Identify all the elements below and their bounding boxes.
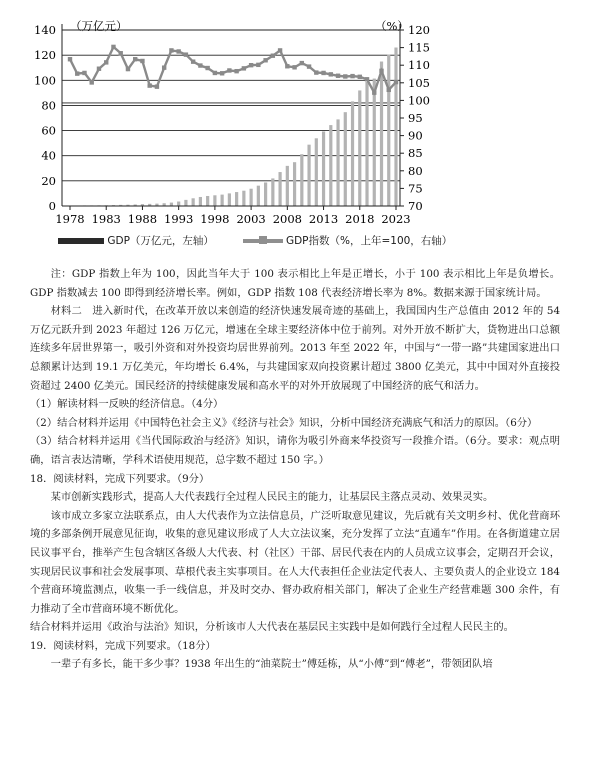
gdp-bar <box>235 192 238 206</box>
gdp-index-point <box>292 65 296 69</box>
left-tick-label: 60 <box>41 123 56 138</box>
gdp-index-point <box>176 49 180 53</box>
gdp-index-point <box>242 66 246 70</box>
axes <box>34 23 430 226</box>
gdp-index-point <box>350 74 354 78</box>
gdp-index-point <box>111 45 115 49</box>
gdp-bar <box>271 178 274 206</box>
gdp-index-point <box>263 58 267 62</box>
gdp-index-point <box>285 64 289 68</box>
gdp-bar <box>293 162 296 206</box>
gdp-index-point <box>336 74 340 78</box>
chart-note: 注：GDP 指数上年为 100，因此当年大于 100 表示相比上年是正增长，小于 100 表示相比上年是负增长。GDP 指数减去 100 即得到经济增长率。例如，GDP 指数 108 代表经济增长率为 8%。数据来源于国家统计局。 <box>30 268 560 299</box>
right-tick-label: 100 <box>408 93 430 108</box>
gdp-index-point <box>205 66 209 70</box>
gdp-index-point <box>169 48 173 52</box>
gdp-bar <box>315 138 318 206</box>
gdp-index-point <box>184 52 188 56</box>
gdp-bar <box>286 166 289 206</box>
gdp-index-point <box>75 71 79 75</box>
gdp-bar <box>257 186 260 206</box>
x-tick-label: 1983 <box>91 212 121 226</box>
left-tick-label: 140 <box>34 23 56 37</box>
gdp-bar <box>177 202 180 206</box>
gdp-bar <box>373 79 376 206</box>
gdp-index-point <box>365 77 369 81</box>
right-tick-label: 105 <box>408 75 430 90</box>
gdp-index-point <box>140 59 144 63</box>
gdp-index-point <box>82 71 86 75</box>
right-axis-unit: （%） <box>375 19 409 33</box>
heading-18: 18．阅读材料，完成下列要求。（9分） <box>30 472 210 485</box>
gdp-index-point <box>314 70 318 74</box>
x-tick-label: 2008 <box>272 212 302 226</box>
gdp-bar <box>228 193 231 206</box>
gdp-index-point <box>372 90 376 94</box>
gdp-index-point <box>379 69 383 73</box>
x-tick-label: 1978 <box>55 212 85 226</box>
gdp-bar <box>278 172 281 206</box>
left-tick-label: 120 <box>34 48 56 63</box>
gdp-index-point <box>343 74 347 78</box>
x-tick-label: 2003 <box>236 212 266 226</box>
gdp-index-point <box>394 80 398 84</box>
gdp-index-point <box>155 84 159 88</box>
gdp-index-point <box>191 59 195 63</box>
gdp-index-point <box>321 71 325 75</box>
right-tick-label: 120 <box>408 23 430 37</box>
heading-19: 19．阅读材料，完成下列要求。（18分） <box>30 639 216 652</box>
gdp-bar <box>199 197 202 206</box>
gdp-chart <box>0 0 590 262</box>
x-tick-label: 1988 <box>127 212 158 226</box>
gdp-bar <box>344 112 347 206</box>
question-2: （2）结合材料并运用《中国特色社会主义》《经济与社会》知识，分析中国经济充满底气和活力的原因。（6分） <box>30 416 538 429</box>
gdp-bar <box>380 62 383 206</box>
gdp-bar <box>322 131 325 206</box>
gdp-index-point <box>278 48 282 52</box>
gdp-bar <box>336 119 339 206</box>
right-tick-label: 75 <box>408 181 423 196</box>
material-18-body: 该市成立多家立法联系点，由人大代表作为立法信息员，广泛听取意见建议，先后就有关文明乡村、优化营商环境的多部条例开展意见征询，收集的意见建议形成了人大立法议案，充分发挥了立法“直通车”作用。在各街道建立居民议事平台，推举产生包含辖区各级人大代表、村（社区）干部、居民代表在内的人员成立议事会，定期召开会议，实现居民议事和社会发展事项、草根代表主实事项目。在人大代表担任企业法定代表人、主要负责人的企业设立 184 个营商环境监测点，收集一手一线信息，并及时交办、督办政府相关部门，解决了企业生产经营难题 300 余件，有力推动了全市营商环境不断优化。 <box>30 509 560 615</box>
gdp-index-point <box>227 68 231 72</box>
gdp-legend-label: GDP（万亿元，左轴） <box>107 235 214 247</box>
gdp-index-point <box>147 83 151 87</box>
index-legend-label: GDP指数（%，上年=100，右轴） <box>285 235 453 247</box>
gdp-index-point <box>126 67 130 71</box>
gdp-index-point <box>249 63 253 67</box>
right-tick-label: 80 <box>408 163 423 178</box>
gdp-bar <box>206 196 209 206</box>
material-18-intro: 某市创新实践形式，提高人大代表践行全过程人民民主的能力，让基层民主落点灵动、效果灵实。 <box>50 491 494 504</box>
x-tick-label: 1993 <box>164 212 194 226</box>
reference-lines <box>62 30 400 181</box>
gdp-bar <box>365 82 368 206</box>
gdp-index-point <box>162 65 166 69</box>
gdp-bar <box>307 145 310 206</box>
x-tick-label: 2013 <box>308 212 339 226</box>
gdp-index-point <box>387 88 391 92</box>
gdp-index-point <box>300 61 304 65</box>
gdp-bar <box>329 125 332 206</box>
index-legend-swatch <box>243 239 283 243</box>
gdp-bar <box>213 195 216 206</box>
gdp-index-point <box>213 71 217 75</box>
gdp-index-point <box>90 80 94 84</box>
gdp-index-point <box>104 60 108 64</box>
gdp-index-point <box>307 64 311 68</box>
gdp-bar <box>184 200 187 206</box>
x-tick-label: 2023 <box>381 212 411 226</box>
right-tick-label: 85 <box>408 146 423 161</box>
gdp-bar <box>264 182 267 206</box>
right-tick-label: 95 <box>408 111 423 125</box>
left-tick-label: 0 <box>48 199 56 213</box>
left-tick-label: 40 <box>41 148 56 163</box>
gdp-bar <box>242 191 245 206</box>
gdp-index-point <box>119 51 123 55</box>
question-18: 结合材料并运用《政治与法治》知识，分析该市人大代表在基层民主实践中是如何践行全过程人民民主的。 <box>30 621 514 634</box>
left-axis-unit: （万亿元） <box>70 19 128 33</box>
gdp-bar <box>192 198 195 206</box>
gdp-index-point <box>234 69 238 73</box>
gdp-bar <box>387 55 390 206</box>
gdp-index-line <box>68 45 398 95</box>
chart-legend <box>58 233 452 248</box>
gdp-index-point <box>256 63 260 67</box>
left-tick-label: 80 <box>41 98 56 113</box>
gdp-bar <box>351 101 354 206</box>
left-tick-label: 100 <box>34 73 56 88</box>
gdp-legend-swatch <box>58 238 104 244</box>
right-tick-label: 110 <box>408 58 430 73</box>
text-body <box>30 265 560 674</box>
gdp-bar <box>221 195 224 206</box>
gdp-index-point <box>133 57 137 61</box>
gdp-index-point <box>271 53 275 57</box>
gdp-index-point <box>329 72 333 76</box>
left-tick-label: 20 <box>41 173 56 188</box>
gdp-bar <box>394 48 397 206</box>
right-tick-label: 115 <box>408 40 430 55</box>
right-tick-label: 70 <box>408 199 423 213</box>
gdp-index-point <box>220 71 224 75</box>
material-19: 一辈子有多长，能干多少事？1938 年出生的“油菜院士”傅廷栋，从“小傅”到“傅老”，带领团队培 <box>50 658 493 671</box>
material-two: 材料二 进入新时代，在改革开放以来创造的经济快速发展奇迹的基础上，我国国内生产总值由 2012 年的 54 万亿元跃升到 2023 年超过 126 万亿元，增速在全球主要经济体中位于前列。对外开放不断扩大，货物进出口总额连续多年居世界第一，吸引外资和对外投资均居世界前列。2013 年至 2022 年，中国与“一带一路”共建国家进出口总额累计达到 19.1 万亿美元，年均增长 6.4%，与共建国家双向投资累计超过 3800 亿美元，其中中国对外直接投资超过 2400 亿美元。国民经济的持续健康发展和高水平的对外开放展现了中国经济的底气和活力。 <box>30 305 560 392</box>
x-tick-label: 1998 <box>200 212 230 226</box>
question-3: （3）结合材料并运用《当代国际政治与经济》知识，请你为吸引外商来华投资写一段推介语。（6分。要求：观点明确，语言表达清晰，学科术语使用规范，总字数不超过 150 字。） <box>30 435 560 466</box>
x-tick-label: 2018 <box>345 212 375 226</box>
gdp-bar <box>358 90 361 206</box>
gdp-index-point <box>358 75 362 79</box>
gdp-bar <box>300 154 303 206</box>
gdp-index-point <box>68 57 72 61</box>
gdp-bar <box>250 189 253 206</box>
right-tick-label: 90 <box>408 128 423 143</box>
gdp-index-point <box>198 63 202 67</box>
question-1: （1）解读材料一反映的经济信息。（4分） <box>30 398 224 411</box>
gdp-bar <box>170 203 173 206</box>
gdp-index-point <box>97 67 101 71</box>
